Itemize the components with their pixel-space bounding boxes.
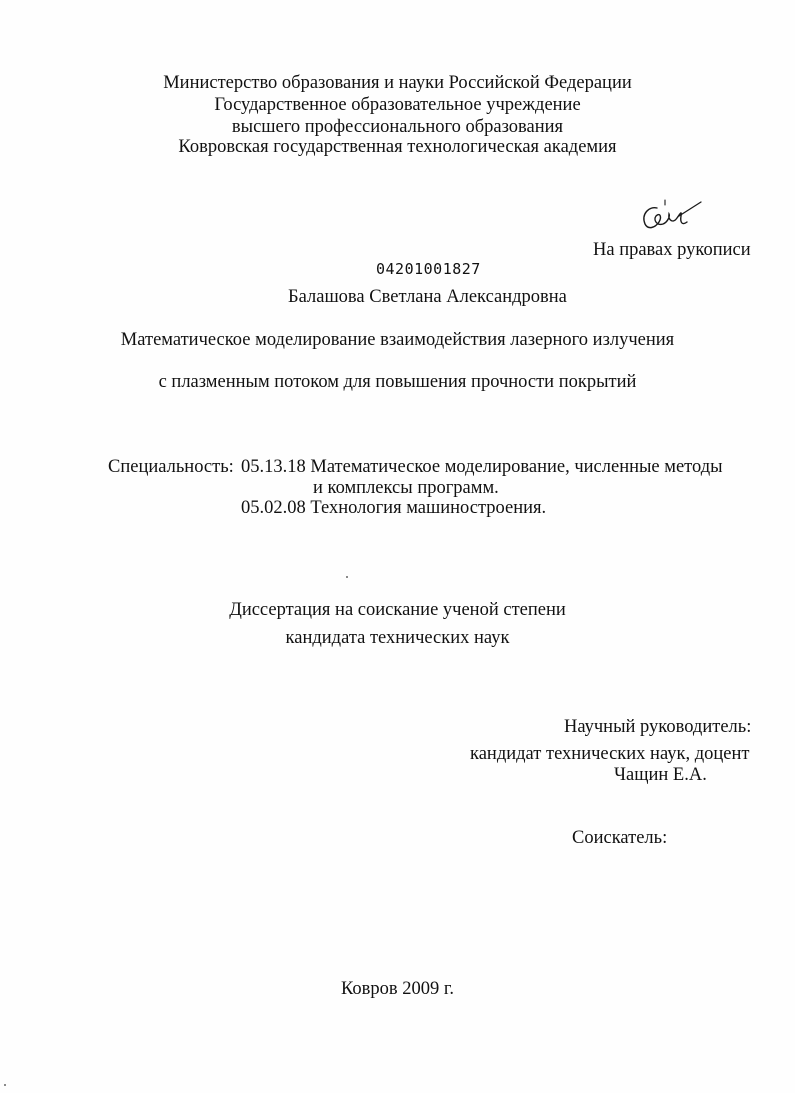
supervisor-label: Научный руководитель: [564,717,752,737]
specialty-code-1-continued: и комплексы программ. [313,478,499,498]
supervisor-name: Чащин Е.А. [614,765,707,785]
applicant-label: Соискатель: [572,828,668,848]
education-level-line: высшего профессионального образования [231,117,564,137]
degree-line-2: кандидата технических наук [285,628,510,648]
institution-type-line: Государственное образовательное учреждение [214,95,581,115]
academy-line: Ковровская государственная технологическая академия [178,137,617,157]
specialty-label: Специальность: [108,457,234,477]
city-year-footer: Ковров 2009 г. [340,979,454,999]
rights-notice: На правах рукописи [593,240,751,260]
registration-number: 04201001827 [376,260,481,278]
specialty-code-2: 05.02.08 Технология машиностроения. [241,498,547,518]
scan-speck [346,576,348,578]
scan-speck [4,1084,6,1086]
specialty-code-1: 05.13.18 Математическое моделирование, численные методы [241,457,723,477]
author-name: Балашова Светлана Александровна [288,287,567,307]
handwritten-signature [635,196,705,238]
degree-line-1: Диссертация на соискание ученой степени [229,600,566,620]
title-line-2: с плазменным потоком для повышения прочности покрытий [158,372,637,392]
ministry-line: Министерство образования и науки Российской Федерации [163,73,632,93]
title-line-1: Математическое моделирование взаимодействия лазерного излучения [120,330,675,350]
supervisor-title: кандидат технических наук, доцент [470,744,750,764]
